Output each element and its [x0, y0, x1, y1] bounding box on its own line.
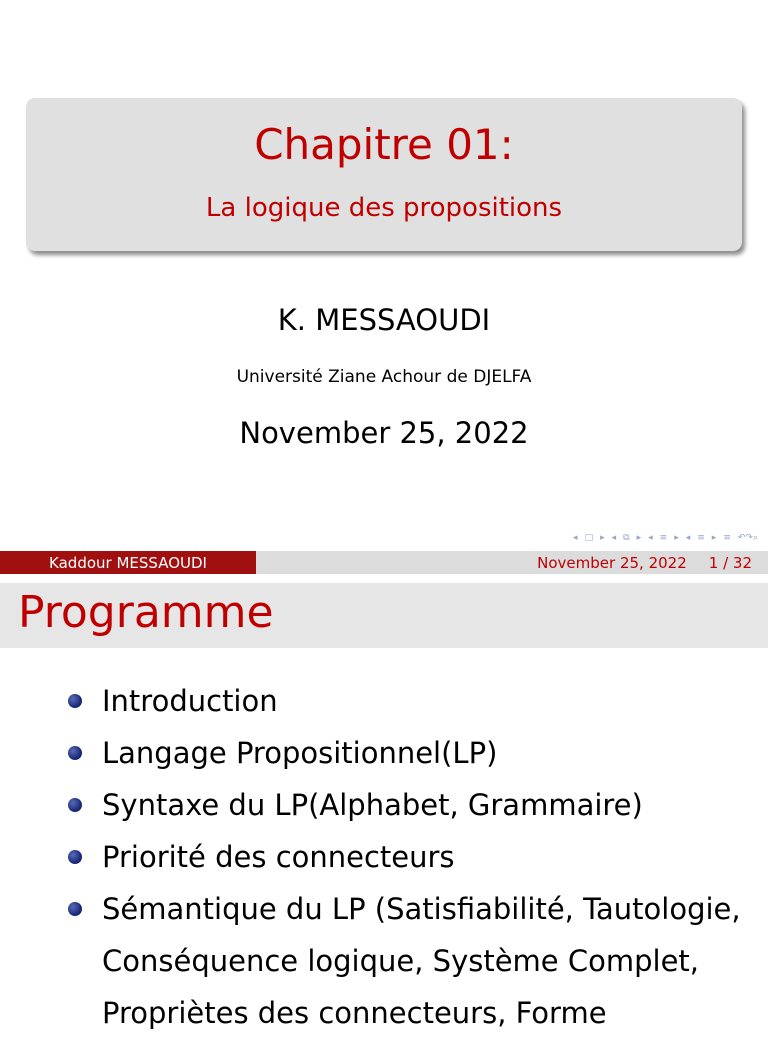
beamer-navigation-bar	[573, 531, 758, 545]
footer-page-number: 1 / 32	[708, 553, 752, 572]
bullet-icon	[68, 694, 82, 708]
frame-next-icon[interactable]: ▸	[600, 533, 605, 543]
footer-right-block	[256, 551, 768, 574]
list-item	[68, 727, 748, 779]
bullet-icon	[68, 850, 82, 864]
section-icon[interactable]: ≡	[659, 533, 668, 543]
frame-title: Programme	[18, 587, 274, 638]
list-item-text: Priorité des connecteurs	[102, 840, 455, 874]
slide-footer	[0, 551, 768, 574]
frame-icon[interactable]: □	[584, 533, 594, 543]
list-item	[68, 831, 748, 883]
part-icon[interactable]: ≡	[697, 533, 705, 543]
section-next-icon[interactable]: ▸	[674, 533, 679, 543]
subsection-icon[interactable]: ⧉	[623, 533, 630, 543]
footer-author: Kaddour MESSAOUDI	[0, 551, 256, 574]
institute-name: Université Ziane Achour de DJELFA	[236, 367, 532, 387]
bullet-icon	[68, 798, 82, 812]
subsection-prev-icon[interactable]: ◂	[611, 533, 617, 543]
slide-subtitle: La logique des propositions	[205, 193, 563, 223]
list-item	[68, 779, 748, 831]
presentation-date: November 25, 2022	[239, 416, 529, 450]
bullet-icon	[68, 902, 82, 916]
frame-title-bar	[0, 583, 768, 648]
section-prev-icon[interactable]: ◂	[648, 533, 653, 543]
list-item-text: Introduction	[102, 684, 278, 718]
author-name: K. MESSAOUDI	[277, 303, 491, 337]
part-prev-icon[interactable]: ◂	[685, 533, 691, 543]
list-item	[68, 883, 748, 1039]
list-item-text: Sémantique du LP (Satisfiabilité, Tautologie, Conséquence logique, Système Complet, Propriètes des connecteurs, Forme	[102, 892, 741, 1030]
programme-list	[68, 675, 748, 1039]
slide-title: Chapitre 01:	[254, 120, 514, 169]
list-item-text: Langage Propositionnel(LP)	[102, 736, 498, 770]
title-block	[26, 98, 742, 251]
frame-prev-icon[interactable]: ◂	[573, 533, 578, 543]
search-icon[interactable]: ↶↷⌕	[737, 533, 758, 543]
footer-date: November 25, 2022	[537, 553, 687, 572]
part-next-icon[interactable]: ▸	[711, 533, 717, 543]
bullet-icon	[68, 746, 82, 760]
subsection-next-icon[interactable]: ▸	[636, 533, 642, 543]
list-item	[68, 675, 748, 727]
align-icon[interactable]: ≡	[723, 533, 731, 543]
list-item-text: Syntaxe du LP(Alphabet, Grammaire)	[102, 788, 643, 822]
